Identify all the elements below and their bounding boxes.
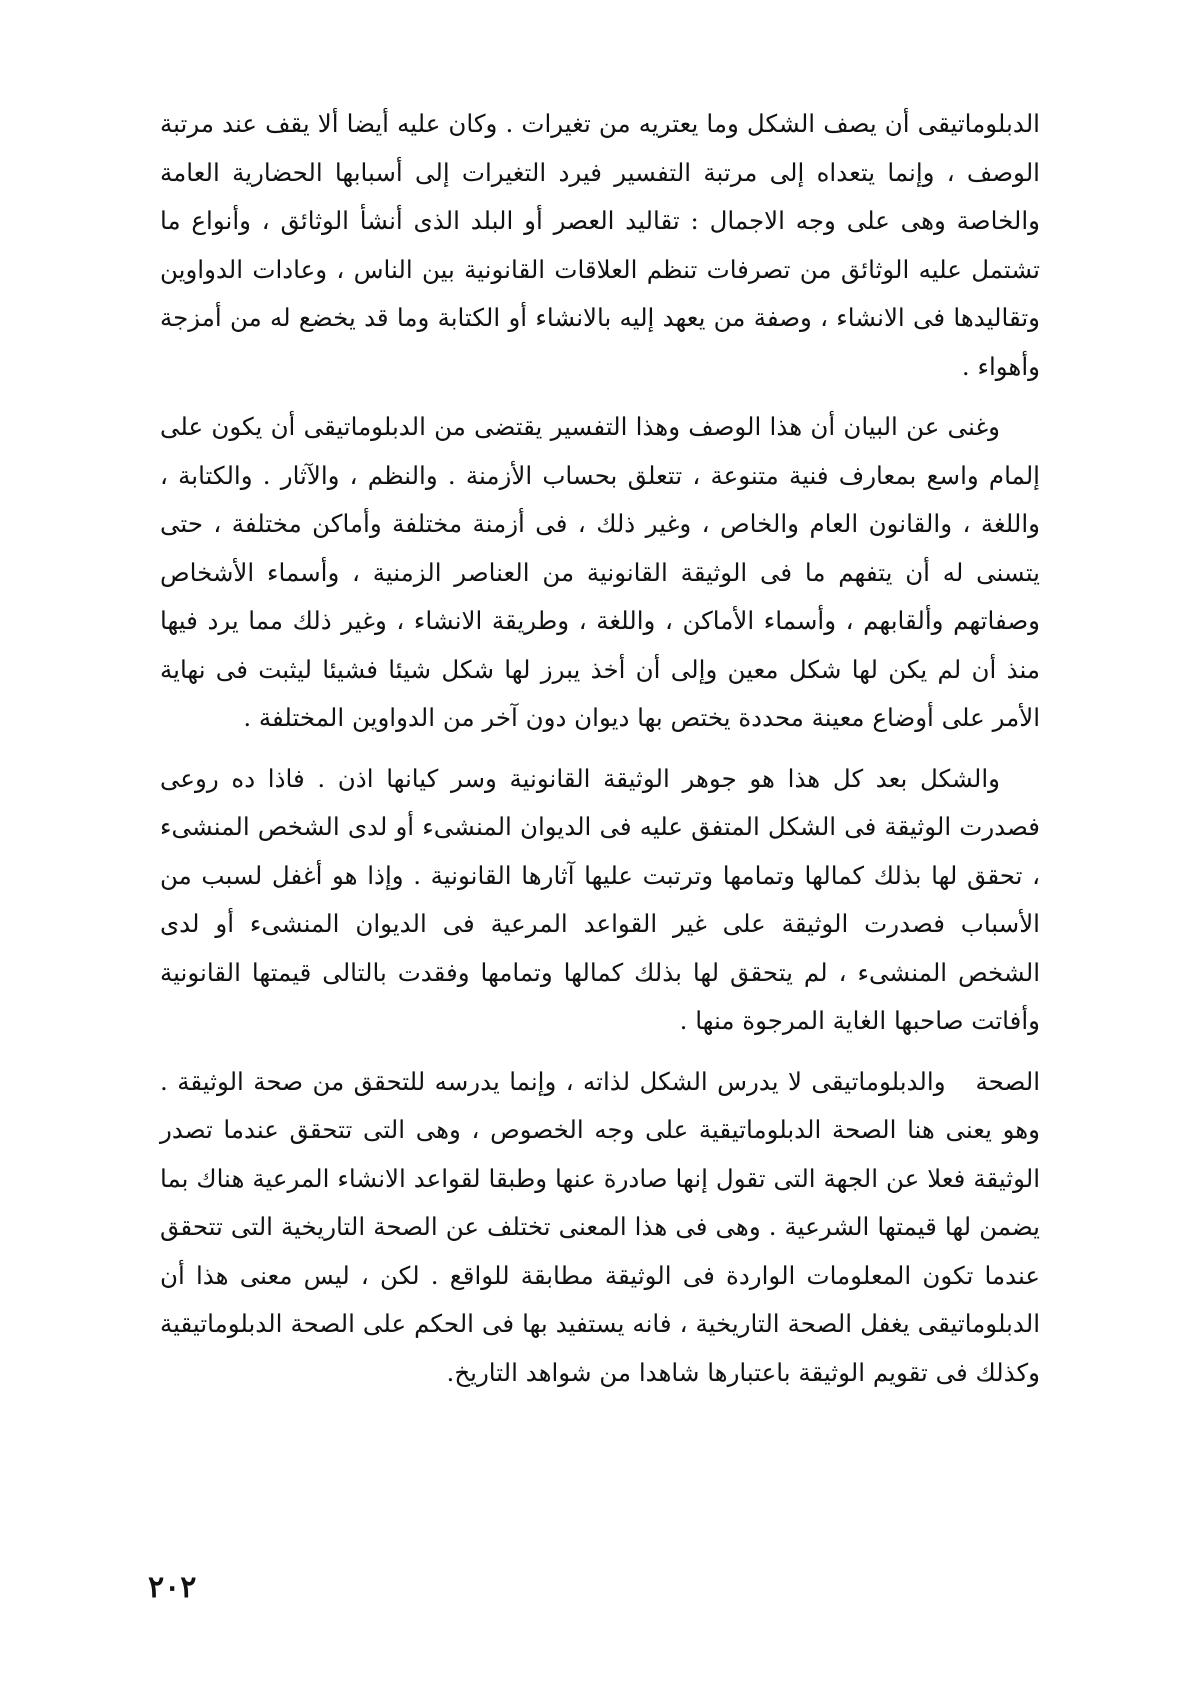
page-body <box>160 100 1040 1397</box>
page-number: ٢٠٢ <box>148 1570 197 1605</box>
paragraph-3: والشكل بعد كل هذا هو جوهر الوثيقة القانونية وسر كيانها اذن . فاذا ده روعى فصدرت الوثيقة فى الشكل المتفق عليه فى الديوان المنشىء أو لدى الشخص المنشىء ، تحقق لها بذلك كمالها وتمامها وترتبت عليها آثارها القانونية . وإذا هو أغفل لسبب من الأسباب فصدرت الوثيقة على غير القواعد المرعية فى الديوان المنشىء أو لدى الشخص المنشىء ، لم يتحقق لها بذلك كمالها وتمامها وفقدت بالتالى قيمتها القانونية وأفاتت صاحبها الغاية المرجوة منها . <box>160 763 1040 1035</box>
margin-label: الصحة <box>975 1066 1040 1096</box>
paragraph-4-text: والدبلوماتيقى لا يدرس الشكل لذاته ، وإنما يدرسه للتحقق من صحة الوثيقة . وهو يعنى هنا الصحة الدبلوماتيقية على وجه الخصوص ، وهى التى تتحقق عندما تصدر الوثيقة فعلا عن الجهة التى تقول إنها صادرة عنها وطبقا لقواعد الانشاء المرعية هناك بما يضمن لها قيمتها الشرعية . وهى فى هذا المعنى تختلف عن الصحة التاريخية التى تتحقق عندما تكون المعلومات الواردة فى الوثيقة مطابقة للواقع . لكن ، ليس معنى هذا أن الدبلوماتيقى يغفل الصحة التاريخية ، فانه يستفيد بها فى الحكم على الصحة الدبلوماتيقية وكذلك فى تقويم الوثيقة باعتبارها شاهدا من شواهد التاريخ. <box>160 1066 1040 1387</box>
paragraph-4 <box>160 1058 1040 1398</box>
paragraph-2: وغنى عن البيان أن هذا الوصف وهذا التفسير يقتضى من الدبلوماتيقى أن يكون على إلمام واسع بمعارف فنية متنوعة ، تتعلق بحساب الأزمنة . والنظم ، والآثار . والكتابة ، واللغة ، والقانون العام والخاص ، وغير ذلك ، فى أزمنة مختلفة وأماكن مختلفة ، حتى يتسنى له أن يتفهم ما فى الوثيقة القانونية من العناصر الزمنية ، وأسماء الأشخاص وصفاتهم وألقابهم ، وأسماء الأماكن ، واللغة ، وطريقة الانشاء ، وغير ذلك مما يرد فيها منذ أن لم يكن لها شكل معين وإلى أن أخذ يبرز لها شكل شيئا فشيئا ليثبت فى نهاية الأمر على أوضاع معينة محددة يختص بها ديوان دون آخر من الدواوين المختلفة . <box>160 412 1040 732</box>
paragraph-1: الدبلوماتيقى أن يصف الشكل وما يعتريه من تغيرات . وكان عليه أيضا ألا يقف عند مرتبة الوصف ، وإنما يتعداه إلى مرتبة التفسير فيرد التغيرات إلى أسبابها الحضارية العامة والخاصة وهى على وجه الاجمال : تقاليد العصر أو البلد الذى أنشأ الوثائق ، وأنواع ما تشتمل عليه الوثائق من تصرفات تنظم العلاقات القانونية بين الناس ، وعادات الدواوين وتقاليدها فى الانشاء ، وصفة من يعهد إليه بالانشاء أو الكتابة وما قد يخضع له من أمزجة وأهواء . <box>160 109 1040 381</box>
